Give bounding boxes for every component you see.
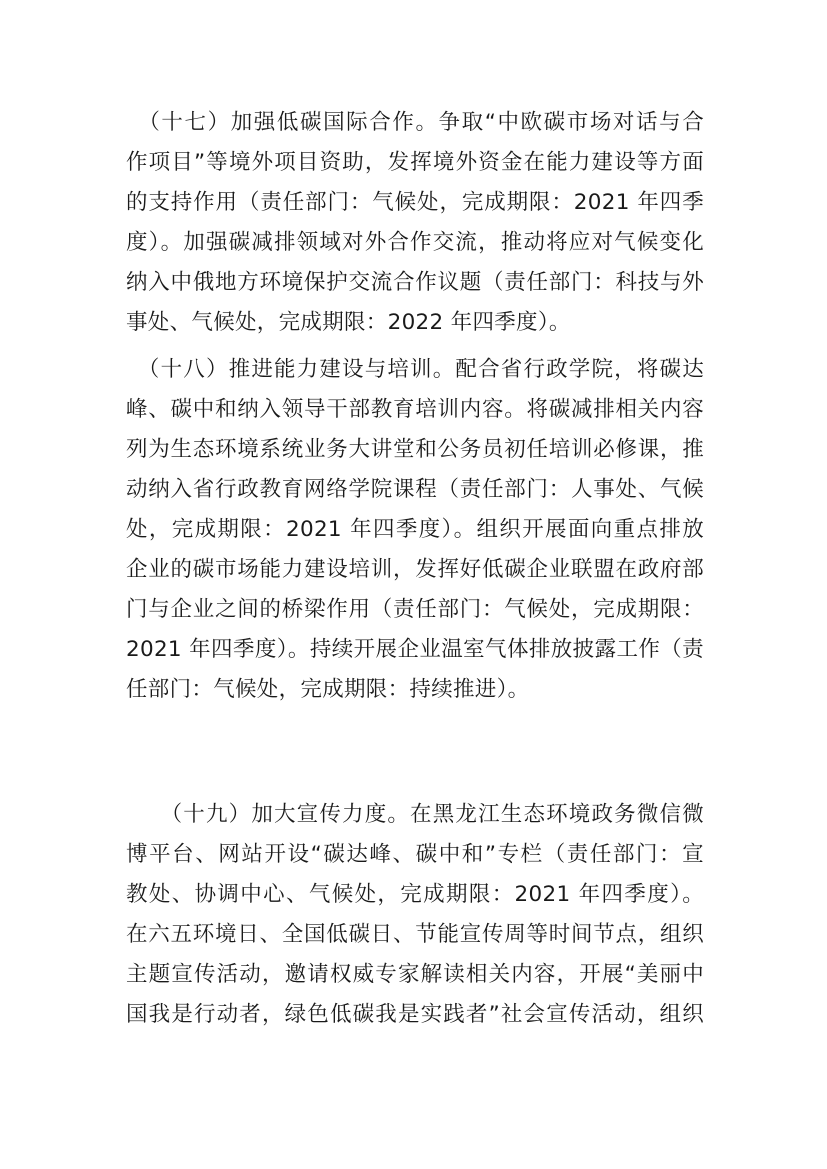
text-line: 动纳入省行政教育网络学院课程（责任部门：人事处、气候 [126,477,704,502]
text-line: 任部门：气候处，完成期限：持续推进）。 [126,677,530,702]
text-line: （十八）推进能力建设与培训。配合省行政学院，将碳达 [126,357,704,382]
text-line: 在六五环境日、全国低碳日、节能宣传周等时间节点，组织 [126,922,704,947]
paragraph-item-19 [126,795,704,1035]
text-line: 度）。加强碳减排领域对外合作交流，推动将应对气候变化 [126,230,704,255]
text-line: （十九）加大宣传力度。在黑龙江生态环境政务微信微 [126,802,704,827]
text-line: 教处、协调中心、气候处，完成期限：2021 年四季度）。 [126,882,704,907]
text-line: 2021 年四季度）。持续开展企业温室气体排放披露工作（责 [126,637,704,662]
text-line: 博平台、网站开设“碳达峰、碳中和”专栏（责任部门：宣 [126,842,704,867]
text-line: （十七）加强低碳国际合作。争取“中欧碳市场对话与合 [126,110,704,135]
text-line: 企业的碳市场能力建设培训，发挥好低碳企业联盟在政府部 [126,557,704,582]
text-line: 列为生态环境系统业务大讲堂和公务员初任培训必修课，推 [126,437,704,462]
text-line: 作项目”等境外项目资助，发挥境外资金在能力建设等方面 [126,150,704,175]
text-line: 国我是行动者，绿色低碳我是实践者”社会宣传活动，组织 [126,1002,704,1027]
text-line: 门与企业之间的桥梁作用（责任部门：气候处，完成期限： [126,597,704,622]
paragraph-item-18 [126,350,704,710]
text-line: 的支持作用（责任部门：气候处，完成期限：2021 年四季 [126,190,704,215]
text-line: 事处、气候处，完成期限：2022 年四季度）。 [126,310,571,335]
text-line: 纳入中俄地方环境保护交流合作议题（责任部门：科技与外 [126,270,704,295]
text-line: 处，完成期限：2021 年四季度）。组织开展面向重点排放 [126,517,704,542]
text-line: 主题宣传活动，邀请权威专家解读相关内容，开展“美丽中 [126,962,704,987]
paragraph-item-17 [126,103,704,343]
text-line: 峰、碳中和纳入领导干部教育培训内容。将碳减排相关内容 [126,397,704,422]
